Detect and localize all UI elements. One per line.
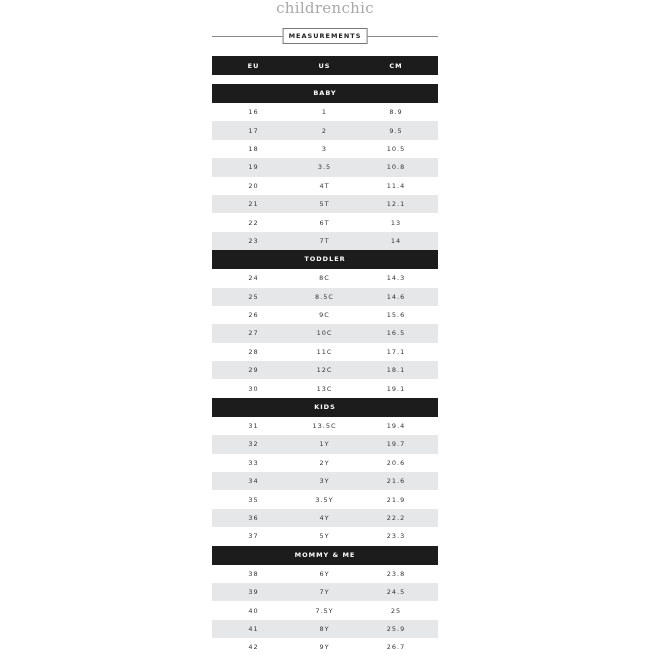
cell-us: 6Y — [319, 569, 330, 578]
table-row — [212, 620, 438, 638]
cell-eu: 29 — [248, 366, 259, 375]
cell-eu: 23 — [248, 236, 259, 245]
table-row — [212, 306, 438, 324]
cell-cm: 23.8 — [386, 569, 406, 578]
cell-us: 1 — [321, 108, 328, 117]
table-row — [212, 177, 438, 195]
cell-cm: 19.1 — [386, 384, 406, 393]
cell-cm: 13 — [390, 218, 402, 227]
cell-cm: 14.6 — [386, 292, 406, 301]
section-header: BABY — [212, 84, 438, 103]
table-row — [212, 638, 438, 656]
cell-eu: 32 — [248, 440, 259, 449]
table-row — [212, 269, 438, 287]
cell-cm: 22.2 — [386, 514, 406, 522]
cell-cm: 19.7 — [386, 440, 406, 449]
cell-eu: 21 — [248, 200, 259, 209]
section-header: KIDS — [212, 398, 438, 417]
cell-us: 13.5C — [312, 422, 337, 431]
cell-cm: 10.8 — [386, 163, 406, 172]
cell-cm: 24.5 — [386, 588, 406, 597]
cell-us: 12C — [316, 366, 333, 375]
cell-cm: 8.9 — [389, 108, 403, 117]
cell-cm: 21.9 — [386, 495, 406, 504]
measurements-heading — [212, 28, 438, 53]
cell-eu: 30 — [248, 384, 259, 393]
column-header-us: US — [318, 61, 331, 70]
table-row — [212, 565, 438, 583]
table-row — [212, 379, 438, 397]
cell-us: 10C — [316, 329, 333, 338]
cell-eu: 28 — [248, 347, 259, 356]
table-row — [212, 158, 438, 176]
cell-us: 3.5 — [317, 163, 332, 172]
table-row — [212, 103, 438, 121]
cell-us: 7.5Y — [315, 606, 334, 615]
cell-eu: 20 — [248, 181, 259, 190]
table-row — [212, 417, 438, 435]
cell-us: 11C — [316, 347, 333, 356]
size-table-body — [212, 84, 438, 657]
cell-us: 8Y — [319, 624, 330, 633]
cell-cm: 10.5 — [386, 144, 406, 153]
table-row — [212, 324, 438, 342]
cell-eu: 27 — [248, 329, 259, 338]
cell-us: 9C — [319, 311, 330, 320]
cell-cm: 14.3 — [386, 274, 406, 283]
cell-eu: 33 — [248, 458, 259, 467]
cell-cm: 26.7 — [386, 643, 406, 652]
cell-us: 9Y — [319, 643, 330, 652]
cell-us: 3 — [321, 144, 328, 153]
cell-cm: 15.6 — [386, 311, 406, 320]
cell-eu: 39 — [248, 588, 259, 597]
cell-eu: 25 — [248, 292, 259, 301]
cell-cm: 19.4 — [386, 422, 406, 431]
cell-cm: 12.1 — [386, 200, 406, 209]
cell-us: 1Y — [319, 440, 330, 449]
cell-cm: 18.1 — [386, 366, 406, 375]
table-row — [212, 288, 438, 306]
cell-eu: 19 — [248, 163, 259, 172]
table-row — [212, 472, 438, 490]
table-row — [212, 195, 438, 213]
cell-eu: 26 — [248, 311, 259, 320]
cell-us: 7Y — [319, 588, 330, 597]
table-row — [212, 527, 438, 545]
cell-eu: 31 — [248, 422, 259, 431]
cell-cm: 16.5 — [386, 329, 406, 338]
table-row — [212, 583, 438, 601]
cell-eu: 36 — [248, 514, 259, 522]
cell-cm: 20.6 — [386, 458, 406, 467]
cell-us: 2 — [321, 126, 328, 135]
cell-eu: 17 — [248, 126, 259, 135]
cell-eu: 18 — [248, 144, 259, 153]
cell-eu: 22 — [248, 218, 259, 227]
cell-us: 5Y — [319, 532, 330, 541]
cell-eu: 16 — [248, 108, 259, 117]
cell-cm: 21.6 — [386, 477, 406, 486]
measurements-title: MEASUREMENTS — [283, 28, 368, 44]
cell-us: 4Y — [319, 514, 330, 522]
cell-cm: 14 — [390, 236, 402, 245]
table-row — [212, 509, 438, 527]
cell-us: 7T — [319, 236, 330, 245]
cell-us: 8C — [319, 274, 330, 283]
cell-us: 6T — [319, 218, 330, 227]
table-row — [212, 435, 438, 453]
cell-cm: 17.1 — [386, 347, 406, 356]
table-row — [212, 454, 438, 472]
table-row — [212, 601, 438, 619]
cell-us: 3.5Y — [315, 495, 334, 504]
cell-eu: 38 — [248, 569, 259, 578]
table-row — [212, 361, 438, 379]
table-row — [212, 121, 438, 139]
cell-eu: 35 — [248, 495, 259, 504]
cell-us: 2Y — [319, 458, 330, 467]
cell-eu: 42 — [248, 643, 259, 652]
cell-eu: 40 — [248, 606, 259, 615]
cell-cm: 25 — [390, 606, 402, 615]
cell-cm: 11.4 — [386, 181, 406, 190]
cell-eu: 41 — [248, 624, 259, 633]
cell-us: 8.5C — [315, 292, 334, 301]
column-header-row — [212, 56, 438, 75]
section-header: TODDLER — [212, 250, 438, 269]
cell-us: 4T — [319, 181, 330, 190]
cell-cm: 25.9 — [386, 624, 406, 633]
cell-us: 13C — [316, 384, 333, 393]
brand-logo: childrenchic — [276, 0, 374, 17]
cell-eu: 37 — [248, 532, 259, 541]
cell-cm: 23.3 — [386, 532, 406, 541]
cell-us: 3Y — [319, 477, 330, 486]
table-row — [212, 490, 438, 508]
table-row — [212, 232, 438, 250]
cell-eu: 34 — [248, 477, 259, 486]
table-row — [212, 213, 438, 231]
cell-us: 5T — [319, 200, 330, 209]
section-header: MOMMY & ME — [212, 546, 438, 565]
table-row — [212, 140, 438, 158]
column-header-cm: CM — [389, 61, 403, 70]
size-chart — [212, 0, 438, 657]
table-row — [212, 343, 438, 361]
cell-eu: 24 — [248, 274, 259, 283]
cell-cm: 9.5 — [389, 126, 403, 135]
column-header-eu: EU — [247, 61, 260, 70]
